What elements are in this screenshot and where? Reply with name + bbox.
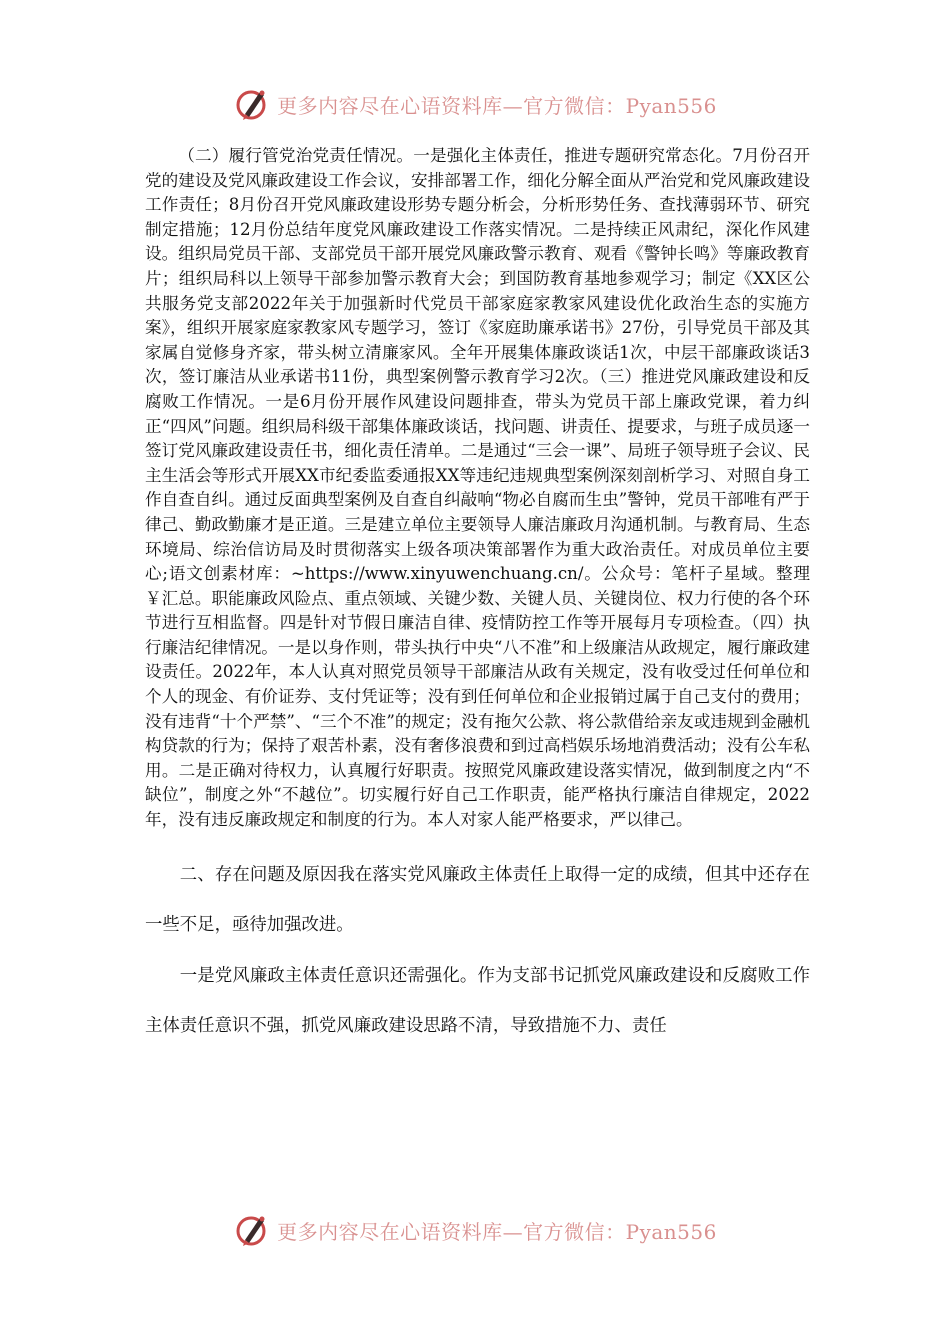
pen-nib-logo-icon xyxy=(233,1210,273,1250)
body-paragraph: （二）履行管党治党责任情况。一是强化主体责任，推进专题研究常态化。7月份召开党的建设及党风廉政建设工作会议，安排部署工作，细化分解全面从严治党和党风廉政建设工作责任；8月份召开党风廉政建设形势专题分析会，分析形势任务、查找薄弱环节、研究制定措施；12月份总结年度党风廉政建设工作落实情况。二是持续正风肃纪，深化作风建设。组织局党员干部、支部党员干部开展党风廉政警示教育、观看《警钟长鸣》等廉政教育片；组织局科以上领导干部参加警示教育大会；到国防教育基地参观学习；制定《XX区公共服务党支部2022年关于加强新时代党员干部家庭家教家风建设优化政治生态的实施方案》，组织开展家庭家教家风专题学习，签订《家庭助廉承诺书》27份，引导党员干部及其家属自觉修身齐家，带头树立清廉家风。全年开展集体廉政谈话1次，中层干部廉政谈话3次，签订廉洁从业承诺书11份，典型案例警示教育学习2次。（三）推进党风廉政建设和反腐败工作情况。一是6月份开展作风建设问题排查，带头为党员干部上廉政党课，着力纠正“四风”问题。组织局科级干部集体廉政谈话，找问题、讲责任、提要求，与班子成员逐一签订党风廉政建设责任书，细化责任清单。二是通过“三会一课”、局班子领导班子会议、民主生活会等形式开展XX市纪委监委通报XX等违纪违规典型案例深刻剖析学习、对照自身工作自查自纠。通过反面典型案例及自查自纠敲响“物必自腐而生虫”警钟，党员干部唯有严于律己、勤政勤廉才是正道。三是建立单位主要领导人廉洁廉政月沟通机制。与教育局、生态环境局、综治信访局及时贯彻落实上级各项决策部署作为重大政治责任。对成员单位主要心;语文创素材库：~https://www.xinyuwenchuang.cn/。公众号：笔杆子星域。整理￥汇总。职能廉政风险点、重点领域、关键少数、关键人员、关键岗位、权力行使的各个环节进行互相监督。四是针对节假日廉洁自律、疫情防控工作等开展每月专项检查。（四）执行廉洁纪律情况。一是以身作则，带头执行中央“八不准”和上级廉洁从政规定，履行廉政建设责任。2022年，本人认真对照党员领导干部廉洁从政有关规定，没有收受过任何单位和个人的现金、有价证券、支付凭证等；没有到任何单位和企业报销过属于自己支付的费用；没有违背“十个严禁”、“三个不准”的规定；没有拖欠公款、将公款借给亲友或违规到金融机构贷款的行为；保持了艰苦朴素，没有奢侈浪费和到过高档娱乐场地消费活动；没有公车私用。二是正确对待权力，认真履行好职责。按照党风廉政建设落实情况，做到制度之内“不缺位”，制度之外“不越位”。切实履行好自己工作职责，能严格执行廉洁自律规定，2022年，没有违反廉政规定和制度的行为。本人对家人能严格要求，严以律己。 xyxy=(145,146,810,830)
document-body xyxy=(145,144,810,1052)
footer-watermark xyxy=(0,1208,950,1252)
body-paragraph: 二、存在问题及原因我在落实党风廉政主体责任上取得一定的成绩，但其中还存在一些不足，亟待加强改进。 xyxy=(145,864,810,936)
pen-nib-logo-icon xyxy=(233,84,273,124)
header-watermark xyxy=(0,82,950,126)
watermark-text: 更多内容尽在心语资料库—官方微信：Pyan556 xyxy=(277,93,717,118)
watermark-text: 更多内容尽在心语资料库—官方微信：Pyan556 xyxy=(277,1219,717,1244)
body-paragraph: 一是党风廉政主体责任意识还需强化。作为支部书记抓党风廉政建设和反腐败工作主体责任意识不强，抓党风廉政建设思路不清，导致措施不力、责任 xyxy=(145,965,810,1037)
